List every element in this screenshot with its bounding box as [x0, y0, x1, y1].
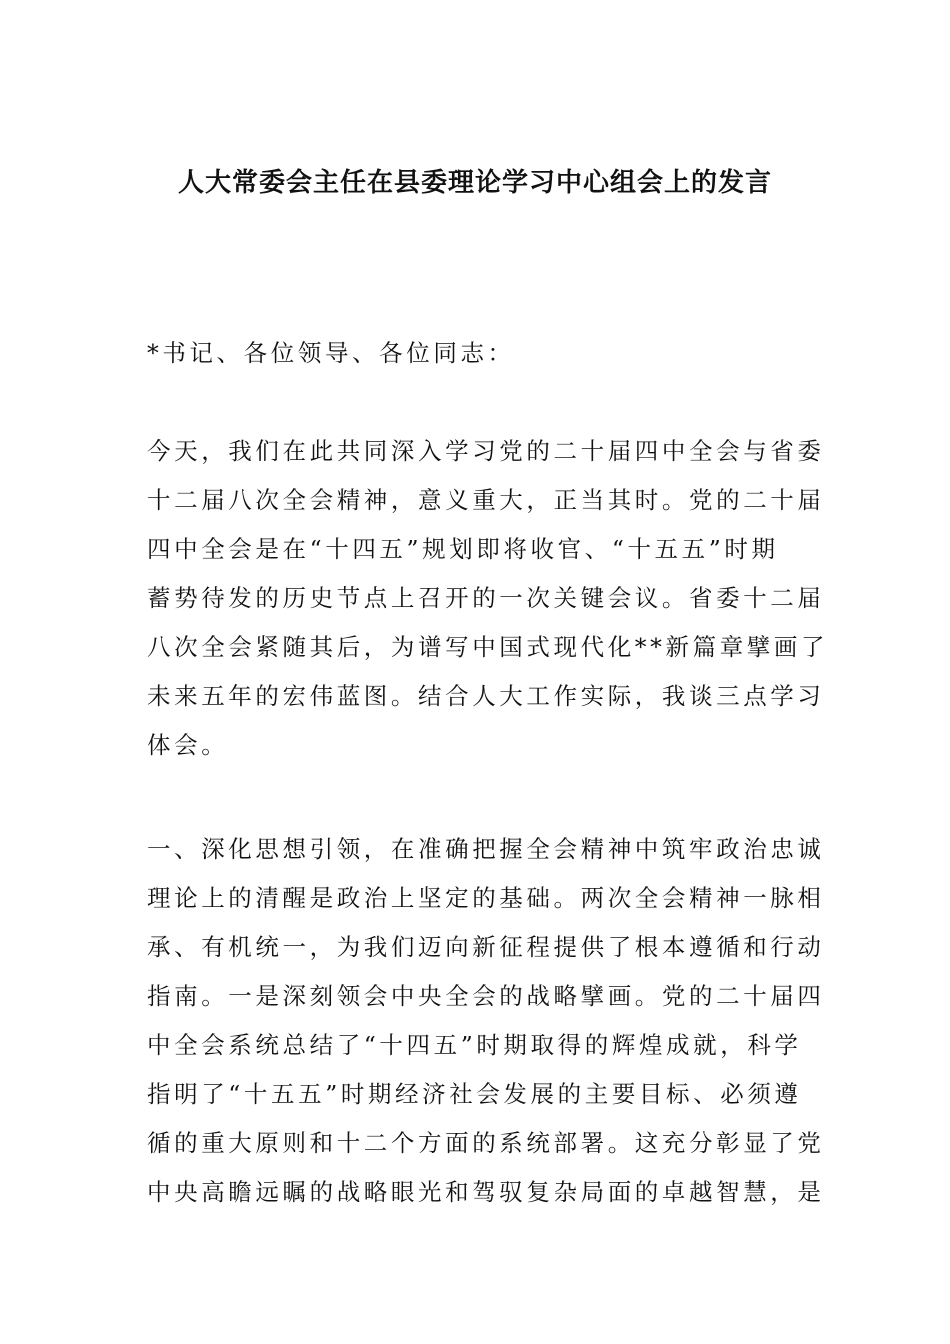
text-line: 中央高瞻远瞩的战略眼光和驾驭复杂局面的卓越智慧，是	[147, 1178, 825, 1206]
text-line: 指南。一是深刻领会中央全会的战略擘画。党的二十届四	[147, 982, 825, 1010]
text-line: 一、深化思想引领，在准确把握全会精神中筑牢政治忠诚	[147, 835, 825, 863]
text-line: 指明了“十五五”时期经济社会发展的主要目标、必须遵	[147, 1080, 802, 1108]
text-line: 承、有机统一，为我们迈向新征程提供了根本遵循和行动	[147, 933, 825, 961]
text-line: 理论上的清醒是政治上坚定的基础。两次全会精神一脉相	[147, 884, 825, 912]
document-title: 人大常委会主任在县委理论学习中心组会上的发言	[177, 168, 772, 198]
text-line: 中全会系统总结了“十四五”时期取得的辉煌成就，科学	[147, 1031, 802, 1059]
text-line: 十二届八次全会精神，意义重大，正当其时。党的二十届	[147, 486, 825, 514]
text-line: 今天，我们在此共同深入学习党的二十届四中全会与省委	[147, 437, 825, 465]
greeting	[147, 329, 807, 378]
text-line: 四中全会是在“十四五”规划即将收官、“十五五”时期	[147, 535, 779, 563]
greeting-line: *书记、各位领导、各位同志：	[147, 339, 515, 367]
paragraph-section-one	[147, 825, 825, 1217]
text-line: 循的重大原则和十二个方面的系统部署。这充分彰显了党	[147, 1129, 825, 1157]
text-line: 体会。	[147, 731, 229, 759]
text-line: 八次全会紧随其后，为谱写中国式现代化**新篇章擘画了	[147, 633, 829, 661]
text-line: 未来五年的宏伟蓝图。结合人大工作实际，我谈三点学习	[147, 682, 825, 710]
paragraph-intro	[147, 427, 829, 770]
text-line: 蓄势待发的历史节点上召开的一次关键会议。省委十二届	[147, 584, 825, 612]
